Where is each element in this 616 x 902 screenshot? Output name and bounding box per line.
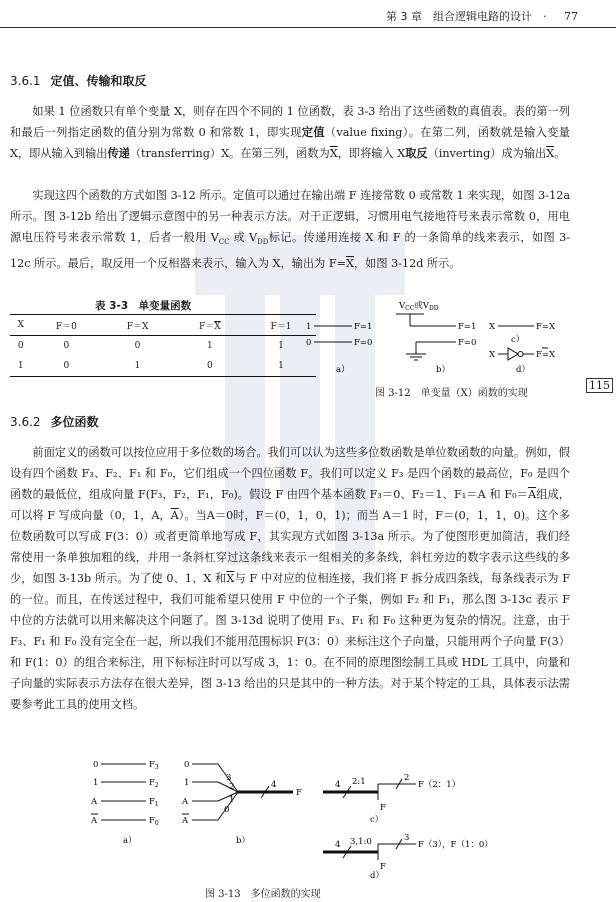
svg-text:F=X: F=X bbox=[536, 350, 556, 360]
truth-table bbox=[10, 314, 316, 377]
table-header: F＝1 bbox=[270, 321, 292, 332]
svg-text:2:1: 2:1 bbox=[352, 777, 366, 787]
svg-text:0: 0 bbox=[184, 760, 190, 770]
svg-text:3,1:0: 3,1:0 bbox=[350, 837, 372, 847]
svg-text:1: 1 bbox=[229, 795, 235, 805]
svg-text:F（3），F（1：0）: F（3），F（1：0） bbox=[418, 840, 493, 850]
table-header: F＝0 bbox=[55, 321, 77, 332]
svg-text:3: 3 bbox=[404, 833, 410, 843]
figure-3-13-diagram bbox=[88, 756, 498, 880]
figure-3-13-caption: 图 3-13 多位函数的实现 bbox=[205, 889, 321, 900]
page-number: 77 bbox=[564, 10, 578, 23]
svg-text:1: 1 bbox=[93, 778, 99, 788]
svg-text:F: F bbox=[380, 803, 386, 813]
svg-text:F=0: F=0 bbox=[458, 338, 477, 348]
svg-text:0: 0 bbox=[224, 805, 230, 815]
header-rule bbox=[0, 27, 616, 28]
section-number: 3.6.2 bbox=[10, 415, 41, 429]
chapter-title: 第 3 章 组合逻辑电路的设计 · bbox=[386, 10, 547, 23]
svg-text:A: A bbox=[182, 816, 189, 826]
svg-text:4: 4 bbox=[271, 780, 277, 790]
svg-text:4: 4 bbox=[335, 840, 341, 850]
svg-text:F2: $F_2$ bbox=[149, 778, 159, 789]
svg-text:c）: c） bbox=[511, 335, 525, 345]
table-caption: 表 3-3 单变量函数 bbox=[95, 300, 192, 312]
table-row: 0 0 0 1 1 bbox=[17, 341, 284, 351]
svg-text:b）: b） bbox=[436, 365, 450, 375]
table-row: 1 0 1 0 1 bbox=[10, 356, 316, 377]
svg-text:F=0: F=0 bbox=[354, 338, 373, 348]
svg-text:F（2：1）: F（2：1） bbox=[418, 780, 461, 790]
svg-text:b）: b） bbox=[236, 836, 250, 846]
svg-text:0: 0 bbox=[93, 760, 99, 770]
section-number: 3.6.1 bbox=[10, 74, 41, 88]
section-heading-3-6-1 bbox=[10, 72, 147, 89]
paragraph-implementation: 实现这四个函数的方式如图 3-12 所示。定值可以通过在输出端 F 连接常数 0 或常数 1 来实现，如图 3-12a 所示。图 3-12b 给出了逻辑示意图中的另一种表示方法。对于正逻辑，习惯用电气接地符号来表示常数 0，用电源电压符号来表示常数 1，后者一般用 $V_{CC}$ 或 $V_{DD}$标记。传递用连接 X 和 F 的一条简单的线来表示，如图 3-12c 所示。最后，取反用一个反相器来表示，输入为 X，输出为 $F=\overline{X}$，如图 3-12d 所示。 bbox=[10, 189, 570, 271]
section-title: 定值、传输和取反 bbox=[50, 74, 147, 88]
figure-3-12-diagram bbox=[306, 298, 571, 380]
svg-text:F=1: F=1 bbox=[354, 322, 373, 332]
section-heading-3-6-2 bbox=[10, 413, 99, 430]
svg-text:F3: $F_3$ bbox=[149, 760, 159, 771]
svg-text:c）: c） bbox=[370, 815, 384, 825]
svg-text:A: A bbox=[91, 816, 98, 826]
svg-text:VCC或VDD: $V_{CC}$或$V_{DD}$ bbox=[399, 301, 439, 312]
svg-text:d）: d） bbox=[370, 871, 384, 880]
svg-text:F=1: F=1 bbox=[458, 322, 477, 332]
table-header: X bbox=[17, 320, 24, 330]
svg-text:a）: a） bbox=[336, 365, 350, 375]
paragraph-multibit: 前面定义的函数可以按位应用于多位数的场合。我们可以认为这些多位数函数是单位数函数的向量。例如，假设有四个函数 F₃、F₂、F₁ 和 F₀，它们组成一个四位函数 F。我们可以定义 F₃ 是四个函数的最高位，F₀ 是四个函数的最低位，组成向量 F(F₃，F₂，F₁，F₀)。假设 F 由四个基本函数 F₃＝0、F₂＝1、F₁＝A 和 $F_0=\overline{A}$组成，可以将 F 写成向量（0，1，A，$\overline{A}$）。当A＝0时，F＝(0，1，0，1)；而当 A＝1 时，F＝(0，1，1，0)。这个多位数函数可以写成 F(3：0）或者更简单地写成 F，其实现方式如图 3-13a 所示。为了使图形更加简洁，我们经常使用一条单独加粗的线，并用一条斜杠穿过这条线来表示一组相关的多条线，斜杠旁边的数字表示这些线的多少，如图 3-13b 所示。为了使 0、1、X 和$\overline{X}$与 F 中对应的位相连接，我们将 F 拆分成四条线，每条线表示为 F 的一位。而且，在传送过程中，我们可能希望只使用 F 中位的一个子集，例如 F₂ 和 F₁，那么图 3-13c 表示 F 中位的方法就可以用来解决这个问题了。图 3-13d 说明了使用 F₃、F₁ 和 F₀ 这种更为复杂的情况。注意，由于 F₃、F₁ 和 F₀ 没有完全在一起，所以我们不能用范围标识 F(3：0）来标注这个子向量，只能用两个子向量 F(3）和 F(1：0）的组合来标注，用下标标注时可以写成 3，1：0。在不同的原理图绘制工具或 HDL 工具中，向量和子向量的实际表示方法存在很大差异，图 3-13 给出的只是其中的一种方法。对于某个特定的工具，具体表示法需要参考此工具的使用文档。 bbox=[10, 446, 570, 711]
running-header bbox=[386, 8, 578, 24]
svg-text:A: A bbox=[182, 797, 189, 807]
svg-text:0: 0 bbox=[306, 338, 312, 348]
table-header: $F=\overline{X}$ bbox=[198, 321, 221, 332]
svg-text:X: X bbox=[489, 350, 496, 360]
svg-text:2: 2 bbox=[229, 782, 235, 792]
side-page-number: 115 bbox=[586, 378, 613, 393]
svg-text:1: 1 bbox=[184, 778, 190, 788]
svg-text:F=X: F=X bbox=[536, 322, 556, 332]
svg-text:F: F bbox=[380, 862, 386, 872]
figure-3-12-caption: 图 3-12 单变量（X）函数的实现 bbox=[375, 388, 528, 399]
svg-text:d）: d） bbox=[516, 365, 530, 375]
svg-text:F1: $F_1$ bbox=[149, 797, 159, 808]
svg-text:F0: $F_0$ bbox=[149, 816, 159, 827]
svg-text:1: 1 bbox=[306, 322, 312, 332]
svg-text:4: 4 bbox=[335, 780, 341, 790]
table-header: F＝X bbox=[126, 321, 149, 332]
svg-text:X: X bbox=[489, 322, 496, 332]
svg-text:F: F bbox=[296, 788, 302, 798]
section-title: 多位函数 bbox=[50, 415, 99, 429]
svg-text:2: 2 bbox=[404, 773, 410, 783]
svg-text:3: 3 bbox=[226, 773, 232, 783]
paragraph-value-fixing: 如果 1 位函数只有单个变量 X，则存在四个不同的 1 位函数，表 3-3 给出了这些函数的真值表。表的第一列和最后一列指定函数的值分别为常数 0 和常数 1，即实现定值（value fixing）。在第二列，函数就是输入变量 X，即从输入到输出传递（transferring）X。在第三列，函数为$\overline{X}$，即将输入 X取反（inverting）成为输出$\overline{X}$。 bbox=[10, 105, 570, 160]
svg-text:a）: a） bbox=[123, 836, 137, 846]
svg-text:A: A bbox=[91, 797, 98, 807]
